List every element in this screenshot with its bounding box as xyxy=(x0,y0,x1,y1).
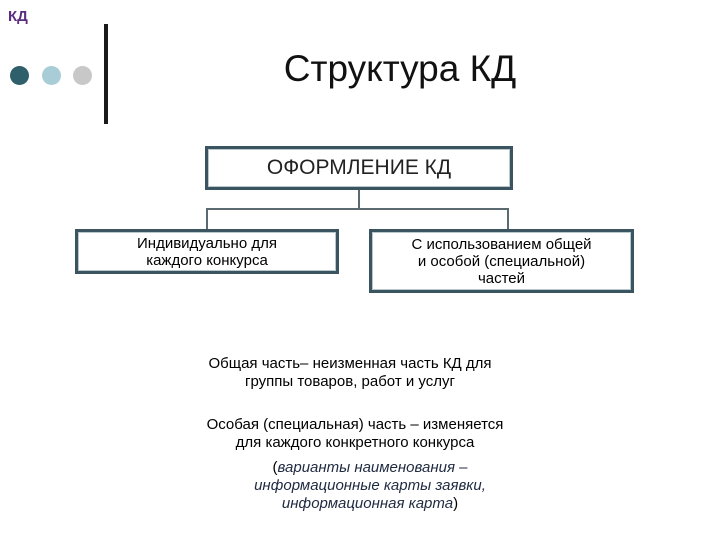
general-part-line-2: группы товаров, работ и услуг xyxy=(245,373,455,390)
variants-open-paren: ( xyxy=(272,459,278,476)
decor-dot-light-icon xyxy=(42,66,61,85)
general-part-note xyxy=(180,355,520,391)
decor-dot-dark-icon xyxy=(10,66,29,85)
root-box-label: ОФОРМЛЕНИЕ КД xyxy=(266,156,452,179)
variants-line-2: информационные карты заявки, xyxy=(254,477,486,494)
shared-parts-box-text xyxy=(411,236,591,287)
decor-vertical-divider xyxy=(104,24,108,124)
root-box xyxy=(205,146,513,190)
variants-note xyxy=(215,459,525,513)
shared-parts-box xyxy=(369,229,634,293)
special-part-note xyxy=(180,416,530,452)
general-part-line-1: Общая часть– неизменная часть КД для xyxy=(208,355,492,372)
shared-parts-line-1: С использованием общей xyxy=(411,235,592,253)
variants-close-paren: ) xyxy=(453,495,459,512)
decor-dot-grey-icon xyxy=(73,66,92,85)
connector-root-down xyxy=(358,190,360,209)
shared-parts-line-3: частей xyxy=(477,269,526,287)
connector-left-down xyxy=(206,208,208,229)
individual-line-1: Индивидуально для xyxy=(137,234,277,252)
variants-line-3 xyxy=(215,495,525,513)
connector-horizontal xyxy=(206,208,509,210)
special-part-line-2: для каждого конкретного конкурса xyxy=(235,434,475,451)
individual-box-text xyxy=(137,235,277,269)
connector-right-down xyxy=(507,208,509,229)
individual-box xyxy=(75,229,339,274)
variants-line-1-text: варианты наименования – xyxy=(277,459,468,476)
slide-title: Структура КД xyxy=(283,48,517,89)
corner-label: КД xyxy=(8,8,28,25)
shared-parts-line-2: и особой (специальной) xyxy=(417,252,586,270)
individual-line-2: каждого конкурса xyxy=(146,251,268,269)
variants-line-1 xyxy=(215,459,525,477)
variants-line-3-text: информационная карта xyxy=(281,495,454,512)
special-part-line-1: Особая (специальная) часть – изменяется xyxy=(206,416,504,433)
